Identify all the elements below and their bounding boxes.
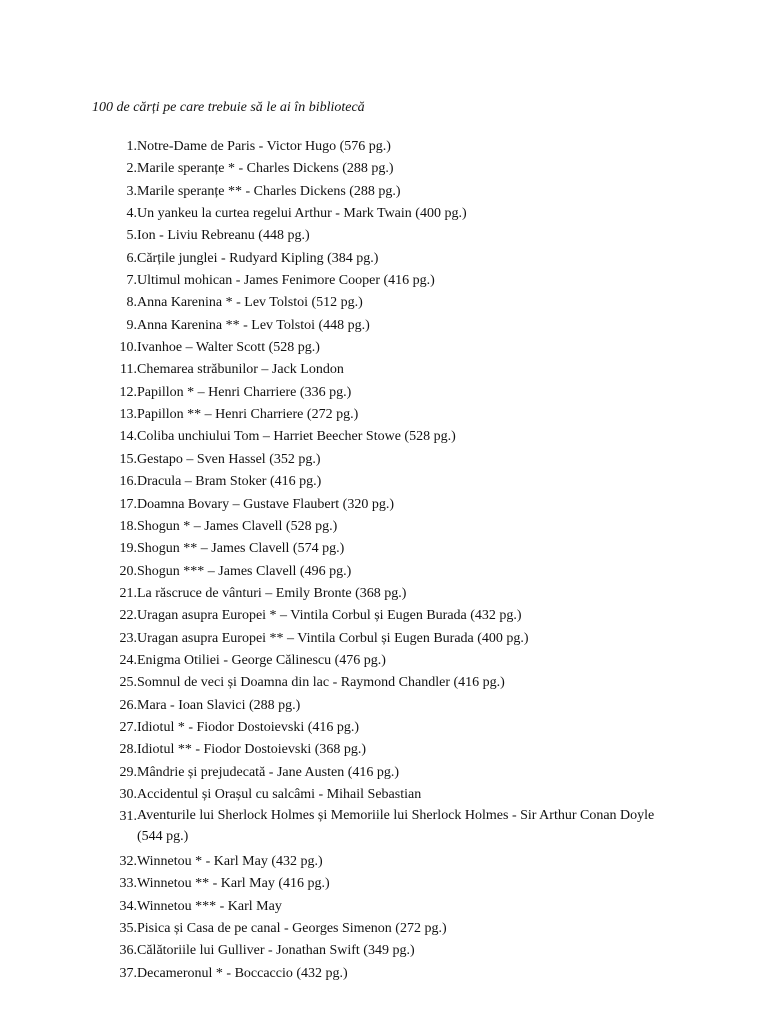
list-item xyxy=(0,225,768,247)
list-item-text: Papillon ** – Henri Charriere (272 pg.) xyxy=(137,407,359,423)
list-item-number: 10. xyxy=(119,340,137,356)
list-item xyxy=(0,337,768,359)
list-item-number: 24. xyxy=(119,652,137,668)
list-item-text: Doamna Bovary – Gustave Flaubert (320 pg.) xyxy=(137,496,394,512)
list-item xyxy=(0,382,768,404)
list-item-text: Winnetou ** - Karl May (416 pg.) xyxy=(137,876,330,892)
list-item xyxy=(0,628,768,650)
list-item-text: Idiotul * - Fiodor Dostoievski (416 pg.) xyxy=(137,719,360,735)
list-item-text: Mândrie și prejudecată - Jane Austen (416 pg.) xyxy=(137,764,400,780)
list-item-text: Anna Karenina ** - Lev Tolstoi (448 pg.) xyxy=(137,317,370,333)
list-item xyxy=(0,583,768,605)
list-item-number: 12. xyxy=(119,384,137,400)
list-item-number: 4. xyxy=(126,206,137,222)
list-item-text: Marile speranțe * - Charles Dickens (288 pg.) xyxy=(137,161,394,177)
list-item xyxy=(0,516,768,538)
list-item-text: Somnul de veci și Doamna din lac - Raymond Chandler (416 pg.) xyxy=(137,675,505,691)
list-item-number: 6. xyxy=(126,250,137,266)
list-item-number: 22. xyxy=(119,608,137,624)
list-item xyxy=(0,270,768,292)
list-item-text: Ion - Liviu Rebreanu (448 pg.) xyxy=(137,228,310,244)
list-item-text: Cărțile junglei - Rudyard Kipling (384 pg.) xyxy=(137,250,379,266)
list-item xyxy=(0,650,768,672)
list-item xyxy=(0,695,768,717)
list-item xyxy=(0,851,768,873)
list-item xyxy=(0,136,768,158)
list-item-number: 19. xyxy=(119,541,137,557)
list-item-number: 14. xyxy=(119,429,137,445)
list-item xyxy=(0,359,768,381)
list-item xyxy=(0,940,768,962)
list-item xyxy=(0,784,768,806)
list-item-number: 11. xyxy=(120,362,137,378)
list-item-text: Accidentul și Orașul cu salcâmi - Mihail Sebastian xyxy=(137,786,422,802)
list-item-text: Gestapo – Sven Hassel (352 pg.) xyxy=(137,451,321,467)
list-item xyxy=(0,739,768,761)
list-item-number: 32. xyxy=(119,854,137,869)
list-item-number: 31. xyxy=(119,809,137,825)
list-item-text: Ultimul mohican - James Fenimore Cooper (416 pg.) xyxy=(137,273,435,289)
list-item xyxy=(0,605,768,627)
list-item-text: Dracula – Bram Stoker (416 pg.) xyxy=(137,474,322,490)
list-item xyxy=(0,203,768,225)
list-item-number: 33. xyxy=(119,876,137,892)
list-item-number: 27. xyxy=(119,719,137,735)
list-item-number: 15. xyxy=(119,451,137,467)
list-item-text: Uragan asupra Europei ** – Vintila Corbul și Eugen Burada (400 pg.) xyxy=(137,630,529,646)
list-item xyxy=(0,315,768,337)
list-item-text: Chemarea străbunilor – Jack London xyxy=(137,362,344,378)
list-item xyxy=(0,963,768,985)
list-item-text: Un yankeu la curtea regelui Arthur - Mark Twain (400 pg.) xyxy=(137,206,467,222)
list-item-number: 37. xyxy=(119,965,137,981)
list-item-number: 21. xyxy=(119,585,137,601)
list-item-text: Marile speranțe ** - Charles Dickens (288 pg.) xyxy=(137,183,401,199)
list-item-text: Papillon * – Henri Charriere (336 pg.) xyxy=(137,384,352,400)
book-list xyxy=(0,136,768,985)
list-item-number: 18. xyxy=(119,518,137,534)
list-item-text: Shogun *** – James Clavell (496 pg.) xyxy=(137,563,352,579)
list-item-number: 8. xyxy=(126,295,137,311)
list-item xyxy=(0,158,768,180)
list-item-text: Aventurile lui Sherlock Holmes și Memoriile lui Sherlock Holmes - Sir Arthur Conan Doyle (544 pg.) xyxy=(137,808,655,844)
list-item xyxy=(0,181,768,203)
list-item-number: 2. xyxy=(126,161,137,177)
list-item-text: Shogun ** – James Clavell (574 pg.) xyxy=(137,541,345,557)
list-item-number: 36. xyxy=(119,943,137,959)
document-title: 100 de cărți pe care trebuie să le ai în bibliotecă xyxy=(92,100,365,115)
list-item-text: Pisica și Casa de pe canal - Georges Simenon (272 pg.) xyxy=(137,921,447,937)
list-item-number: 5. xyxy=(126,228,137,244)
list-item-text: Decameronul * - Boccaccio (432 pg.) xyxy=(137,965,348,981)
list-item xyxy=(0,248,768,270)
list-item-text: Uragan asupra Europei * – Vintila Corbul și Eugen Burada (432 pg.) xyxy=(137,608,522,624)
list-item-number: 13. xyxy=(119,407,137,423)
list-item-text: La răscruce de vânturi – Emily Bronte (368 pg.) xyxy=(137,585,407,601)
list-item xyxy=(0,896,768,918)
list-item xyxy=(0,717,768,739)
list-item-number: 23. xyxy=(119,630,137,646)
list-item-text: Winnetou * - Karl May (432 pg.) xyxy=(137,854,323,869)
list-item-text: Shogun * – James Clavell (528 pg.) xyxy=(137,518,338,534)
list-item-number: 3. xyxy=(126,183,137,199)
list-item xyxy=(0,494,768,516)
list-item xyxy=(0,471,768,493)
list-item xyxy=(0,918,768,940)
list-item-text: Coliba unchiului Tom – Harriet Beecher Stowe (528 pg.) xyxy=(137,429,456,445)
list-item-number: 28. xyxy=(119,742,137,758)
list-item xyxy=(0,762,768,784)
list-item xyxy=(0,873,768,895)
list-item-number: 9. xyxy=(126,317,137,333)
list-item-number: 1. xyxy=(126,139,137,154)
list-item xyxy=(0,426,768,448)
list-item-number: 35. xyxy=(119,921,137,937)
list-item-text: Ivanhoe – Walter Scott (528 pg.) xyxy=(137,340,320,356)
list-item-text: Winnetou *** - Karl May xyxy=(137,898,282,914)
list-item-text: Anna Karenina * - Lev Tolstoi (512 pg.) xyxy=(137,295,363,311)
list-item-text: Enigma Otiliei - George Călinescu (476 pg.) xyxy=(137,652,386,668)
list-item-number: 34. xyxy=(119,898,137,914)
list-item-text: Călătoriile lui Gulliver - Jonathan Swift (349 pg.) xyxy=(137,943,415,959)
list-item xyxy=(0,404,768,426)
list-item-number: 26. xyxy=(119,697,137,713)
list-item-text: Mara - Ioan Slavici (288 pg.) xyxy=(137,697,301,713)
list-item xyxy=(0,538,768,560)
list-item-text: Idiotul ** - Fiodor Dostoievski (368 pg.) xyxy=(137,742,367,758)
list-item xyxy=(0,672,768,694)
list-item-number: 7. xyxy=(126,273,137,289)
list-item-number: 17. xyxy=(119,496,137,512)
list-item-number: 30. xyxy=(119,786,137,802)
list-item-number: 20. xyxy=(119,563,137,579)
list-item xyxy=(0,292,768,314)
list-item xyxy=(0,449,768,471)
list-item xyxy=(0,806,768,851)
list-item-number: 25. xyxy=(119,675,137,691)
list-item xyxy=(0,561,768,583)
list-item-number: 29. xyxy=(119,764,137,780)
list-item-text: Notre-Dame de Paris - Victor Hugo (576 pg.) xyxy=(137,139,391,154)
list-item-number: 16. xyxy=(119,474,137,490)
